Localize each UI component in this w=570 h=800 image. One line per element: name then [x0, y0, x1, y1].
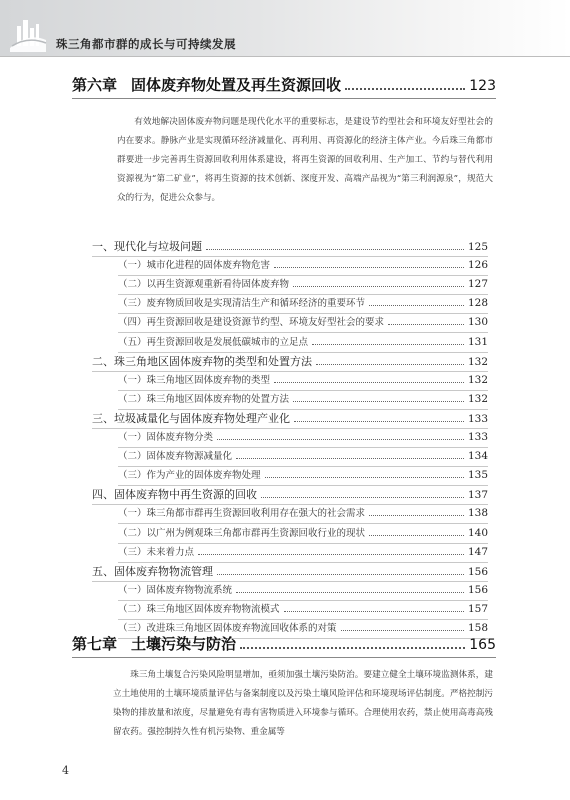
dot-leader [217, 574, 464, 575]
dot-leader [312, 344, 464, 345]
toc-entry-page: 132 [467, 373, 488, 386]
dot-leader [293, 286, 464, 287]
chapter-7-intro-text: 珠三角土壤复合污染风险明显增加，亟须加强土壤污染防治。要建立健全土壤环境监测体系，建立土地使用的土壤环境质量评估与备案制度以及污染土壤风险评估和环境现场评估制度。严格控制污染物的排放量和浓度，尽量避免有毒有害物质进入环境参与循环。合理使用农药，禁止使用高毒高残留农药。强控制持久性有机污染物、重金属等 [113, 670, 493, 737]
toc-entry-title: （一）固体废弃物物流系统 [118, 584, 233, 596]
chapter-6-intro [117, 113, 493, 208]
toc-entry-page: 128 [467, 297, 488, 310]
toc-entry-title: （三）废弃物质回收是实现清洁生产和循环经济的重要环节 [118, 298, 366, 310]
toc-entry-page: 131 [467, 335, 488, 348]
toc-entry-page: 130 [467, 316, 488, 329]
toc-entry-page: 156 [467, 565, 488, 578]
toc-subsection-entry[interactable] [118, 582, 488, 601]
chapter-7-title: 土壤污染与防治 [131, 635, 237, 653]
dot-leader [293, 401, 464, 402]
toc-entry-page: 147 [467, 545, 488, 558]
dot-leader [388, 324, 464, 325]
toc-entry-title: （三）作为产业的固体废弃物处理 [118, 470, 261, 482]
toc-entry-title: （三）未来着力点 [118, 546, 195, 558]
chapter-7-rule [72, 657, 496, 658]
toc-subsection-entry[interactable] [118, 525, 488, 544]
dot-leader [274, 267, 464, 268]
toc-entry-title: （二）固体废弃物源减量化 [118, 451, 233, 463]
chapter-7-page: 165 [469, 637, 496, 653]
toc-subsection-entry[interactable] [118, 448, 488, 467]
toc-entry-page: 158 [467, 622, 488, 634]
dot-leader [294, 421, 464, 422]
toc-entry-page: 134 [467, 450, 488, 463]
running-header [0, 0, 570, 56]
chapter-7-heading[interactable] [72, 633, 496, 655]
chapter-6-heading[interactable] [72, 74, 496, 96]
chapter-7-intro [113, 666, 493, 742]
dot-leader [236, 458, 464, 459]
toc-entry-page: 133 [467, 431, 488, 443]
toc-subsection-entry[interactable] [118, 334, 488, 353]
toc-entry-page: 138 [467, 507, 488, 520]
dot-leader [369, 305, 464, 306]
toc-entry-page: 132 [467, 392, 488, 405]
toc-entry-title: （一）珠三角地区固体废弃物的类型 [118, 374, 271, 386]
toc-entry-title: （二）珠三角地区固体废弃物的处置方法 [118, 393, 290, 405]
dot-leader [274, 382, 464, 383]
book-title: 珠三角都市群的成长与可持续发展 [56, 37, 236, 51]
dot-leader [341, 630, 464, 631]
toc-entry-title: （三）改进珠三角地区固体废弃物流回收体系的对策 [118, 623, 337, 634]
toc-entry-title: （一）城市化进程的固体废弃物危害 [118, 260, 271, 272]
toc-subsection-entry[interactable] [118, 467, 488, 486]
dot-leader [261, 497, 464, 498]
toc-entry-title: 二、珠三角地区固体废弃物的类型和处置方法 [92, 354, 312, 368]
toc-subsection-entry[interactable] [118, 391, 488, 410]
toc-subsection-entry[interactable] [118, 276, 488, 295]
toc-entry-title: （四）再生资源回收是建设资源节约型、环境友好型社会的要求 [118, 317, 385, 329]
chapter-6-title: 固体废弃物处置及再生资源回收 [131, 76, 342, 94]
dot-leader [369, 515, 464, 516]
city-skyline-logo-icon [8, 10, 48, 52]
dot-leader [265, 477, 464, 478]
chapter-6-intro-text: 有效地解决固体废弃物问题是现代化水平的重要标志，是建设节约型社会和环境友好型社会的内在要求。静脉产业是实现循环经济减量化、再利用、再资源化的经济主体产业。今后珠三角都市群要进一步完善再生资源回收利用体系建设，将再生资源的回收利用、生产加工、节约与替代利用资源视为“第二矿业”，将再生资源的技术创新、深度开发、高端产品视为“第三利润源泉”，规范大众的行为，促进公众参与。 [117, 117, 493, 203]
toc-entry-title: 一、现代化与垃圾问题 [92, 240, 202, 253]
toc-subsection-entry[interactable] [118, 372, 488, 391]
toc-subsection-entry[interactable] [118, 257, 488, 276]
toc-entry-page: 133 [467, 412, 488, 425]
dot-leader [369, 535, 464, 536]
dot-leader [284, 611, 464, 612]
toc-entry-title: 三、垃圾减量化与固体废弃物处理产业化 [92, 411, 290, 425]
toc-entry-title: 四、固体废弃物中再生资源的回收 [92, 488, 257, 502]
chapter-6-page: 123 [469, 78, 496, 94]
toc-section-entry[interactable] [92, 563, 488, 582]
toc-subsection-entry[interactable] [118, 544, 488, 563]
toc-entry-title: （一）固体废弃物分类 [118, 432, 214, 443]
toc-entry-page: 132 [467, 355, 488, 368]
toc-entry-title: （一）珠三角都市群再生资源回收利用存在强大的社会需求 [118, 508, 366, 520]
toc-entry-title: （二）以广州为例观珠三角都市群再生资源回收行业的现状 [118, 527, 366, 539]
chapter-7-label: 第七章 [72, 635, 118, 653]
dot-leader [206, 249, 464, 250]
toc-entry-title: 五、固体废弃物物流管理 [92, 564, 213, 578]
toc-entry-page: 156 [467, 583, 488, 596]
page-number: 4 [62, 764, 69, 777]
chapter-6-rule [72, 98, 496, 99]
toc-entry-page: 135 [467, 469, 488, 482]
toc-section-entry[interactable] [92, 353, 488, 372]
toc-subsection-entry[interactable] [118, 429, 488, 448]
toc-entry-title: （五）再生资源回收是发展低碳城市的立足点 [118, 336, 309, 348]
toc-entry-page: 126 [467, 259, 488, 272]
dot-leader [198, 554, 464, 555]
dot-leader [316, 364, 464, 365]
toc-entry-page: 157 [467, 602, 488, 615]
toc-entry-page: 127 [467, 278, 488, 291]
toc-entry-page: 125 [467, 241, 488, 253]
toc-section-entry[interactable] [92, 410, 488, 429]
toc-entry-page: 137 [467, 489, 488, 502]
toc-subsection-entry[interactable] [118, 295, 488, 314]
toc-subsection-entry[interactable] [118, 601, 488, 620]
toc-entry-title: （二）以再生资源观重新看待固体废弃物 [118, 279, 290, 291]
toc-subsection-entry[interactable] [118, 505, 488, 524]
header-divider [0, 56, 570, 57]
toc-entry-title: （二）珠三角地区固体废弃物物流模式 [118, 603, 280, 615]
dot-leader [236, 592, 464, 593]
toc-section-entry[interactable] [92, 486, 488, 505]
toc-entry-page: 140 [467, 526, 488, 539]
toc-section-entry[interactable] [92, 238, 488, 257]
dot-leader [345, 88, 465, 90]
dot-leader [240, 647, 465, 649]
chapter-6-label: 第六章 [72, 76, 118, 94]
toc-subsection-entry[interactable] [118, 314, 488, 333]
dot-leader [217, 439, 464, 440]
